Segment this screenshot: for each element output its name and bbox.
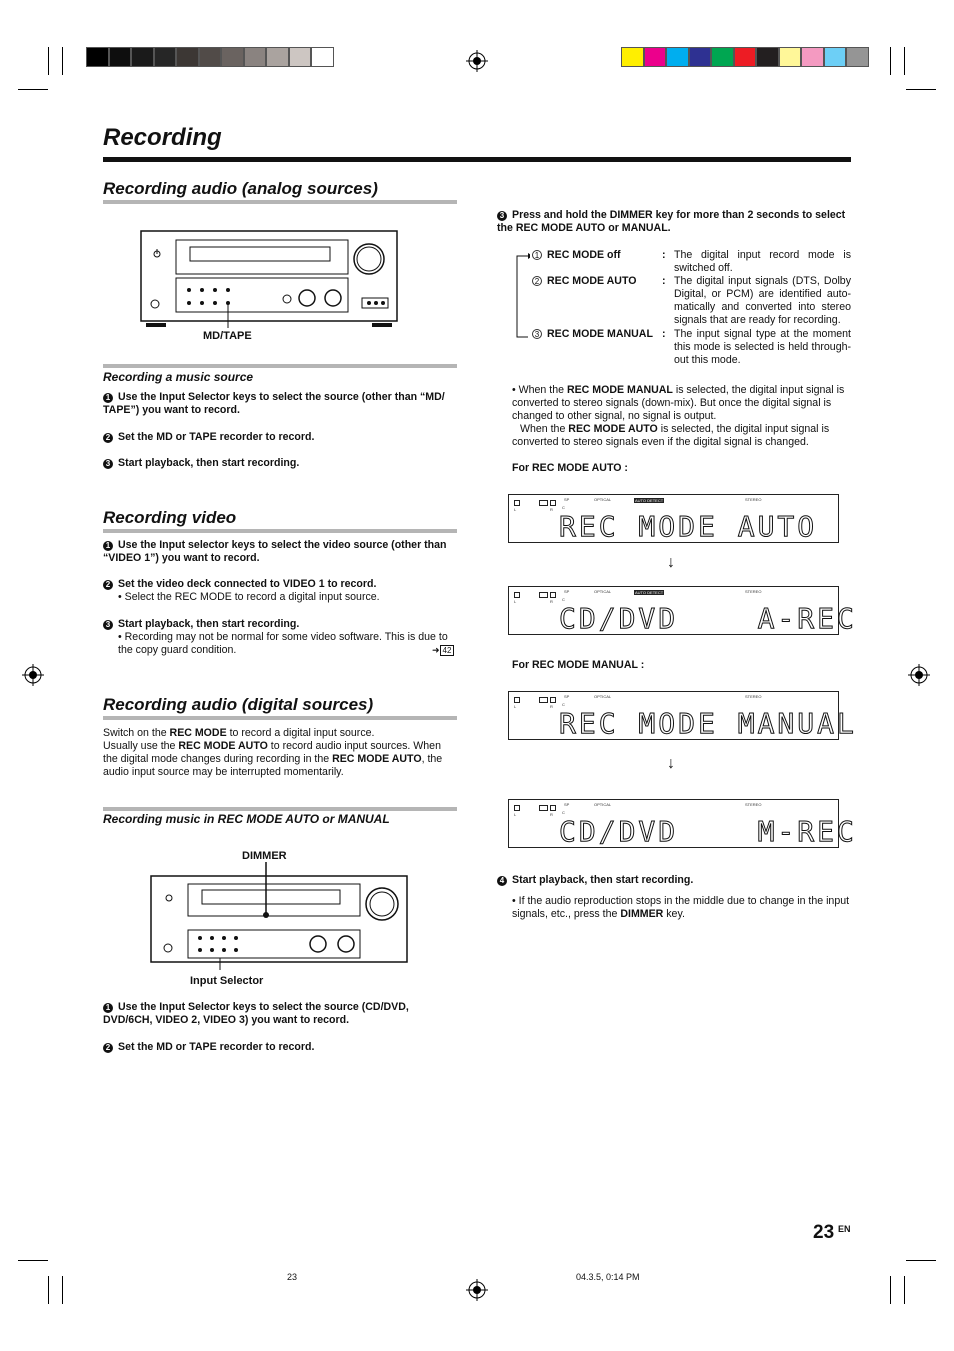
page-number: 23 [813,1222,835,1243]
color-swatch [266,47,289,67]
title-rule [103,157,851,162]
list-item: 4 Start playback, then start recording. [497,874,851,887]
list-item: 1 REC MODE off [532,249,621,262]
speaker-indicator [514,805,520,811]
registration-mark-icon [22,664,44,686]
list-item: 3 Start playback, then start recording. [103,618,457,631]
label-dimmer: DIMMER [242,850,287,862]
display-text: REC MODE MANUAL [559,707,857,740]
bullet-note: • Select the REC MODE to record a digital input source. [118,591,380,603]
speaker-indicator [550,805,556,811]
color-swatch [109,47,132,67]
crop-mark [904,47,905,75]
mode-description: The input signal type at the moment this mode is selected is held through-out this mode. [674,328,851,366]
crop-mark [18,1260,48,1261]
auto-detect-indicator: AUTO DETECT [635,590,664,595]
crop-mark [48,47,49,75]
list-item: 3 REC MODE MANUAL [532,328,653,341]
registration-mark-icon [466,1279,488,1301]
speaker-indicator [514,592,520,598]
footer-timestamp: 04.3.5, 0:14 PM [576,1272,640,1282]
receiver-front-panel-illustration [150,862,410,970]
display-text: CD/DVD M-REC [559,815,857,848]
bullet-note: • If the audio reproduction stops in the middle due to change in the input signals, etc., press the DIMMER key. [512,895,850,920]
speaker-indicator [550,500,556,506]
crop-mark [890,1276,891,1304]
footer-page: 23 [287,1272,298,1282]
crop-mark [18,89,48,90]
heading-rule [103,529,457,533]
color-swatch [734,47,757,67]
color-swatch [846,47,869,67]
crop-mark [48,1276,49,1304]
speaker-indicator [539,592,548,598]
color-swatch [289,47,312,67]
label-md-tape: MD/TAPE [203,330,252,342]
crop-mark [906,89,936,90]
registration-mark-icon [466,50,488,72]
label-input-selector: Input Selector [190,975,264,987]
registration-mark-icon [908,664,930,686]
speaker-indicator [550,697,556,703]
display-panel: L R C SP OPTICAL STEREO CD/DVD M-REC [508,799,839,848]
crop-mark [904,1276,905,1304]
auto-detect-indicator: AUTO DETECT [635,498,664,503]
arrow-down-icon: ↓ [667,755,675,772]
color-swatch [86,47,109,67]
bullet-note: • Recording may not be normal for some video software. This is due to the copy guard condition. [118,631,448,656]
color-swatch [244,47,267,67]
list-item: 2 Set the MD or TAPE recorder to record. [103,1041,457,1054]
display-panel: L R C SP OPTICAL AUTO DETECT STEREO REC MODE AUTO [508,494,839,543]
subheading-rule [103,364,457,368]
page-reference: ➜ 42 [432,645,454,656]
crop-mark [62,47,63,75]
color-swatch [176,47,199,67]
color-swatch [801,47,824,67]
list-item: 1 Use the Input selector keys to select the video source (other than “VIDEO 1”) you want to record. [103,539,447,564]
display-panel: L R C SP OPTICAL AUTO DETECT STEREO CD/DVD A-REC [508,586,839,635]
list-item: 3 Press and hold the DIMMER key for more than 2 seconds to select the REC MODE AUTO or MANUAL. [497,209,846,234]
color-swatch [644,47,667,67]
list-item: 2 REC MODE AUTO [532,275,636,288]
speaker-indicator [539,805,548,811]
heading-video: Recording video [103,508,237,527]
list-item: 2 Set the MD or TAPE recorder to record. [103,431,457,444]
color-swatch [131,47,154,67]
speaker-indicator [550,592,556,598]
color-swatch [221,47,244,67]
subheading-music-source: Recording a music source [103,370,254,384]
display-panel: L R C SP OPTICAL STEREO REC MODE MANUAL [508,691,839,740]
subheading-rule [103,807,457,811]
crop-mark [890,47,891,75]
color-swatch [311,47,334,67]
heading-digital: Recording audio (digital sources) [103,695,374,714]
mode-description: The digital input signals (DTS, Dolby Digital, or PCM) are identified auto-matically and converted into stereo signals that are ready for recording. [674,275,851,326]
cycle-arrow-icon [514,253,530,341]
page-language: EN [838,1224,851,1234]
speaker-indicator [514,500,520,506]
speaker-indicator [539,500,548,506]
crop-mark [62,1276,63,1304]
color-swatch [154,47,177,67]
arrow-down-icon: ↓ [667,554,675,571]
heading-rule [103,200,457,204]
list-item: 2 Set the video deck connected to VIDEO 1 to record. [103,578,457,591]
label-for-auto: For REC MODE AUTO : [512,462,628,474]
color-swatch [756,47,779,67]
speaker-indicator [539,697,548,703]
list-item: 1 Use the Input Selector keys to select the source (other than “MD/ TAPE”) you want to record. [103,391,445,416]
heading-rule [103,716,457,720]
speaker-indicator [514,697,520,703]
color-swatch [711,47,734,67]
color-swatch [199,47,222,67]
display-text: REC MODE AUTO [559,510,818,543]
color-swatch [621,47,644,67]
color-swatch [779,47,802,67]
label-for-manual: For REC MODE MANUAL : [512,659,645,671]
list-item: 1 Use the Input Selector keys to select the source (CD/DVD, DVD/6CH, VIDEO 2, VIDEO 3) you want to record. [103,1001,409,1026]
subheading-rec-mode: Recording music in REC MODE AUTO or MANUAL [103,812,390,826]
receiver-front-panel-illustration [140,230,398,328]
digital-intro: Switch on the REC MODE to record a digital input source. Usually use the REC MODE AUTO to record audio input sources. When the digital mode changes during recording in the REC MODE AUTO, the audio input source may be interrupted momentarily. [103,727,443,778]
crop-mark [906,1260,936,1261]
page-title: Recording [103,124,222,151]
color-swatch [666,47,689,67]
rec-mode-note: • When the REC MODE MANUAL is selected, the digital input signal is converted to stereo signals (down-mix). But once the digital signal is changed to other signal, no signal is output. When the REC MODE AUTO is selected, the digital input signal is converted to stereo signals even if the digital signal is changed. [512,384,845,448]
display-text: CD/DVD A-REC [559,602,857,635]
list-item: 3 Start playback, then start recording. [103,457,457,470]
heading-analog: Recording audio (analog sources) [103,179,378,198]
mode-description: The digital input record mode is switched off. [674,249,851,274]
color-swatch [689,47,712,67]
color-swatch [824,47,847,67]
